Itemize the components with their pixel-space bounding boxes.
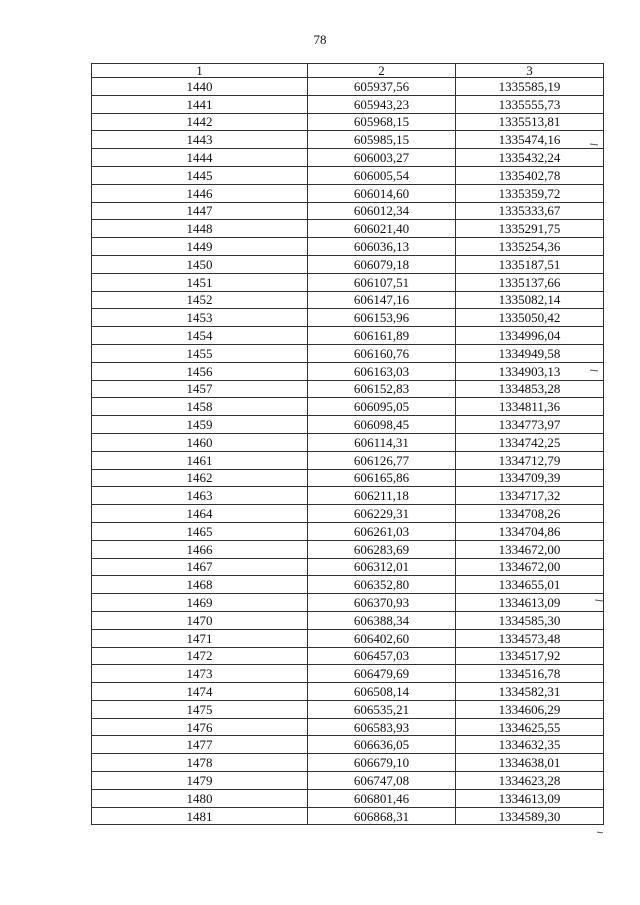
cell-y-coordinate: 1334638,01 [456, 754, 604, 772]
table-row [92, 433, 604, 451]
table-row [92, 487, 604, 505]
cell-point-number: 1445 [92, 166, 308, 184]
table-row [92, 718, 604, 736]
cell-y-coordinate: 1334613,09 [456, 594, 604, 612]
cell-point-number: 1461 [92, 451, 308, 469]
table-row [92, 629, 604, 647]
table-row [92, 754, 604, 772]
cell-y-coordinate: 1334625,55 [456, 718, 604, 736]
table-row [92, 220, 604, 238]
cell-x-coordinate: 606535,21 [308, 700, 456, 718]
cell-x-coordinate: 606457,03 [308, 647, 456, 665]
cell-x-coordinate: 606126,77 [308, 451, 456, 469]
table-row [92, 505, 604, 523]
table-row [92, 78, 604, 96]
table-header [92, 64, 604, 78]
cell-x-coordinate: 606114,31 [308, 433, 456, 451]
cell-y-coordinate: 1335474,16 [456, 131, 604, 149]
cell-point-number: 1472 [92, 647, 308, 665]
cell-x-coordinate: 606370,93 [308, 594, 456, 612]
cell-x-coordinate: 606163,03 [308, 362, 456, 380]
cell-y-coordinate: 1335402,78 [456, 166, 604, 184]
cell-point-number: 1474 [92, 683, 308, 701]
table-row [92, 772, 604, 790]
cell-y-coordinate: 1335187,51 [456, 255, 604, 273]
table-row [92, 238, 604, 256]
cell-point-number: 1457 [92, 380, 308, 398]
cell-x-coordinate: 606283,69 [308, 540, 456, 558]
cell-point-number: 1452 [92, 291, 308, 309]
cell-y-coordinate: 1335513,81 [456, 113, 604, 131]
cell-x-coordinate: 605968,15 [308, 113, 456, 131]
cell-y-coordinate: 1335291,75 [456, 220, 604, 238]
cell-x-coordinate: 606352,80 [308, 576, 456, 594]
cell-x-coordinate: 606147,16 [308, 291, 456, 309]
cell-point-number: 1447 [92, 202, 308, 220]
cell-point-number: 1455 [92, 344, 308, 362]
cell-point-number: 1451 [92, 273, 308, 291]
cell-x-coordinate: 606402,60 [308, 629, 456, 647]
cell-point-number: 1459 [92, 416, 308, 434]
cell-point-number: 1478 [92, 754, 308, 772]
cell-y-coordinate: 1334672,00 [456, 558, 604, 576]
table-row [92, 255, 604, 273]
cell-x-coordinate: 605985,15 [308, 131, 456, 149]
cell-point-number: 1462 [92, 469, 308, 487]
cell-x-coordinate: 606868,31 [308, 807, 456, 825]
cell-x-coordinate: 606160,76 [308, 344, 456, 362]
cell-point-number: 1480 [92, 789, 308, 807]
cell-y-coordinate: 1334589,30 [456, 807, 604, 825]
cell-y-coordinate: 1334996,04 [456, 327, 604, 345]
cell-point-number: 1460 [92, 433, 308, 451]
table-row [92, 469, 604, 487]
table-row [92, 647, 604, 665]
table-row [92, 309, 604, 327]
cell-y-coordinate: 1334623,28 [456, 772, 604, 790]
cell-x-coordinate: 606152,83 [308, 380, 456, 398]
cell-point-number: 1449 [92, 238, 308, 256]
cell-x-coordinate: 606388,34 [308, 611, 456, 629]
table-row [92, 558, 604, 576]
table-row [92, 398, 604, 416]
table-row [92, 380, 604, 398]
table-row [92, 184, 604, 202]
cell-x-coordinate: 606014,60 [308, 184, 456, 202]
cell-point-number: 1469 [92, 594, 308, 612]
cell-x-coordinate: 606229,31 [308, 505, 456, 523]
table-row [92, 416, 604, 434]
cell-point-number: 1475 [92, 700, 308, 718]
cell-x-coordinate: 606583,93 [308, 718, 456, 736]
cell-point-number: 1458 [92, 398, 308, 416]
cell-y-coordinate: 1335050,42 [456, 309, 604, 327]
cell-point-number: 1464 [92, 505, 308, 523]
margin-mark [597, 832, 603, 834]
table-row [92, 576, 604, 594]
cell-y-coordinate: 1335137,66 [456, 273, 604, 291]
cell-point-number: 1476 [92, 718, 308, 736]
cell-y-coordinate: 1334742,25 [456, 433, 604, 451]
column-header-y: 3 [456, 64, 604, 78]
table-row [92, 362, 604, 380]
table-row [92, 95, 604, 113]
cell-x-coordinate: 606095,05 [308, 398, 456, 416]
cell-point-number: 1456 [92, 362, 308, 380]
cell-y-coordinate: 1334672,00 [456, 540, 604, 558]
cell-y-coordinate: 1334632,35 [456, 736, 604, 754]
cell-y-coordinate: 1334606,29 [456, 700, 604, 718]
cell-x-coordinate: 606312,01 [308, 558, 456, 576]
page-number: 78 [313, 32, 327, 47]
cell-x-coordinate: 606079,18 [308, 255, 456, 273]
cell-x-coordinate: 606747,08 [308, 772, 456, 790]
cell-point-number: 1448 [92, 220, 308, 238]
cell-point-number: 1468 [92, 576, 308, 594]
cell-x-coordinate: 605937,56 [308, 78, 456, 96]
cell-y-coordinate: 1334712,79 [456, 451, 604, 469]
cell-y-coordinate: 1334903,13 [456, 362, 604, 380]
cell-y-coordinate: 1335585,19 [456, 78, 604, 96]
cell-point-number: 1453 [92, 309, 308, 327]
cell-x-coordinate: 606012,34 [308, 202, 456, 220]
cell-x-coordinate: 606003,27 [308, 149, 456, 167]
table-row [92, 789, 604, 807]
cell-y-coordinate: 1334717,32 [456, 487, 604, 505]
cell-x-coordinate: 606161,89 [308, 327, 456, 345]
table-row [92, 149, 604, 167]
table-row [92, 540, 604, 558]
cell-point-number: 1463 [92, 487, 308, 505]
cell-point-number: 1481 [92, 807, 308, 825]
cell-point-number: 1471 [92, 629, 308, 647]
cell-point-number: 1441 [92, 95, 308, 113]
cell-x-coordinate: 606107,51 [308, 273, 456, 291]
cell-point-number: 1473 [92, 665, 308, 683]
cell-y-coordinate: 1334613,09 [456, 789, 604, 807]
cell-y-coordinate: 1334517,92 [456, 647, 604, 665]
header-row [92, 64, 604, 78]
cell-x-coordinate: 606211,18 [308, 487, 456, 505]
cell-point-number: 1467 [92, 558, 308, 576]
table-row [92, 327, 604, 345]
cell-y-coordinate: 1335254,36 [456, 238, 604, 256]
cell-y-coordinate: 1334585,30 [456, 611, 604, 629]
cell-y-coordinate: 1334949,58 [456, 344, 604, 362]
cell-point-number: 1440 [92, 78, 308, 96]
cell-y-coordinate: 1334811,36 [456, 398, 604, 416]
cell-x-coordinate: 606636,05 [308, 736, 456, 754]
cell-point-number: 1466 [92, 540, 308, 558]
table-row [92, 665, 604, 683]
table-row [92, 166, 604, 184]
cell-point-number: 1444 [92, 149, 308, 167]
cell-point-number: 1443 [92, 131, 308, 149]
cell-x-coordinate: 605943,23 [308, 95, 456, 113]
cell-x-coordinate: 606679,10 [308, 754, 456, 772]
table-row [92, 611, 604, 629]
cell-y-coordinate: 1335359,72 [456, 184, 604, 202]
table-row [92, 522, 604, 540]
cell-y-coordinate: 1334516,78 [456, 665, 604, 683]
table-row [92, 700, 604, 718]
table-row [92, 807, 604, 825]
cell-x-coordinate: 606153,96 [308, 309, 456, 327]
table-row [92, 273, 604, 291]
cell-point-number: 1454 [92, 327, 308, 345]
cell-y-coordinate: 1335333,67 [456, 202, 604, 220]
cell-point-number: 1470 [92, 611, 308, 629]
cell-x-coordinate: 606036,13 [308, 238, 456, 256]
cell-x-coordinate: 606479,69 [308, 665, 456, 683]
cell-y-coordinate: 1334853,28 [456, 380, 604, 398]
cell-point-number: 1450 [92, 255, 308, 273]
cell-y-coordinate: 1334773,97 [456, 416, 604, 434]
cell-y-coordinate: 1334709,39 [456, 469, 604, 487]
table-row [92, 594, 604, 612]
cell-y-coordinate: 1334704,86 [456, 522, 604, 540]
cell-y-coordinate: 1334708,26 [456, 505, 604, 523]
table-row [92, 202, 604, 220]
cell-x-coordinate: 606165,86 [308, 469, 456, 487]
column-header-point: 1 [92, 64, 308, 78]
table-body [92, 78, 604, 825]
cell-y-coordinate: 1335555,73 [456, 95, 604, 113]
cell-x-coordinate: 606261,03 [308, 522, 456, 540]
cell-y-coordinate: 1335432,24 [456, 149, 604, 167]
cell-x-coordinate: 606801,46 [308, 789, 456, 807]
table-row [92, 683, 604, 701]
cell-point-number: 1442 [92, 113, 308, 131]
cell-point-number: 1465 [92, 522, 308, 540]
coordinates-table [91, 63, 604, 825]
table-row [92, 736, 604, 754]
cell-point-number: 1446 [92, 184, 308, 202]
cell-point-number: 1477 [92, 736, 308, 754]
table-row [92, 131, 604, 149]
cell-x-coordinate: 606098,45 [308, 416, 456, 434]
cell-y-coordinate: 1334655,01 [456, 576, 604, 594]
cell-point-number: 1479 [92, 772, 308, 790]
cell-y-coordinate: 1335082,14 [456, 291, 604, 309]
table-row [92, 451, 604, 469]
cell-x-coordinate: 606508,14 [308, 683, 456, 701]
column-header-x: 2 [308, 64, 456, 78]
cell-y-coordinate: 1334573,48 [456, 629, 604, 647]
table-row [92, 344, 604, 362]
table-row [92, 291, 604, 309]
cell-y-coordinate: 1334582,31 [456, 683, 604, 701]
cell-x-coordinate: 606005,54 [308, 166, 456, 184]
cell-x-coordinate: 606021,40 [308, 220, 456, 238]
table-row [92, 113, 604, 131]
